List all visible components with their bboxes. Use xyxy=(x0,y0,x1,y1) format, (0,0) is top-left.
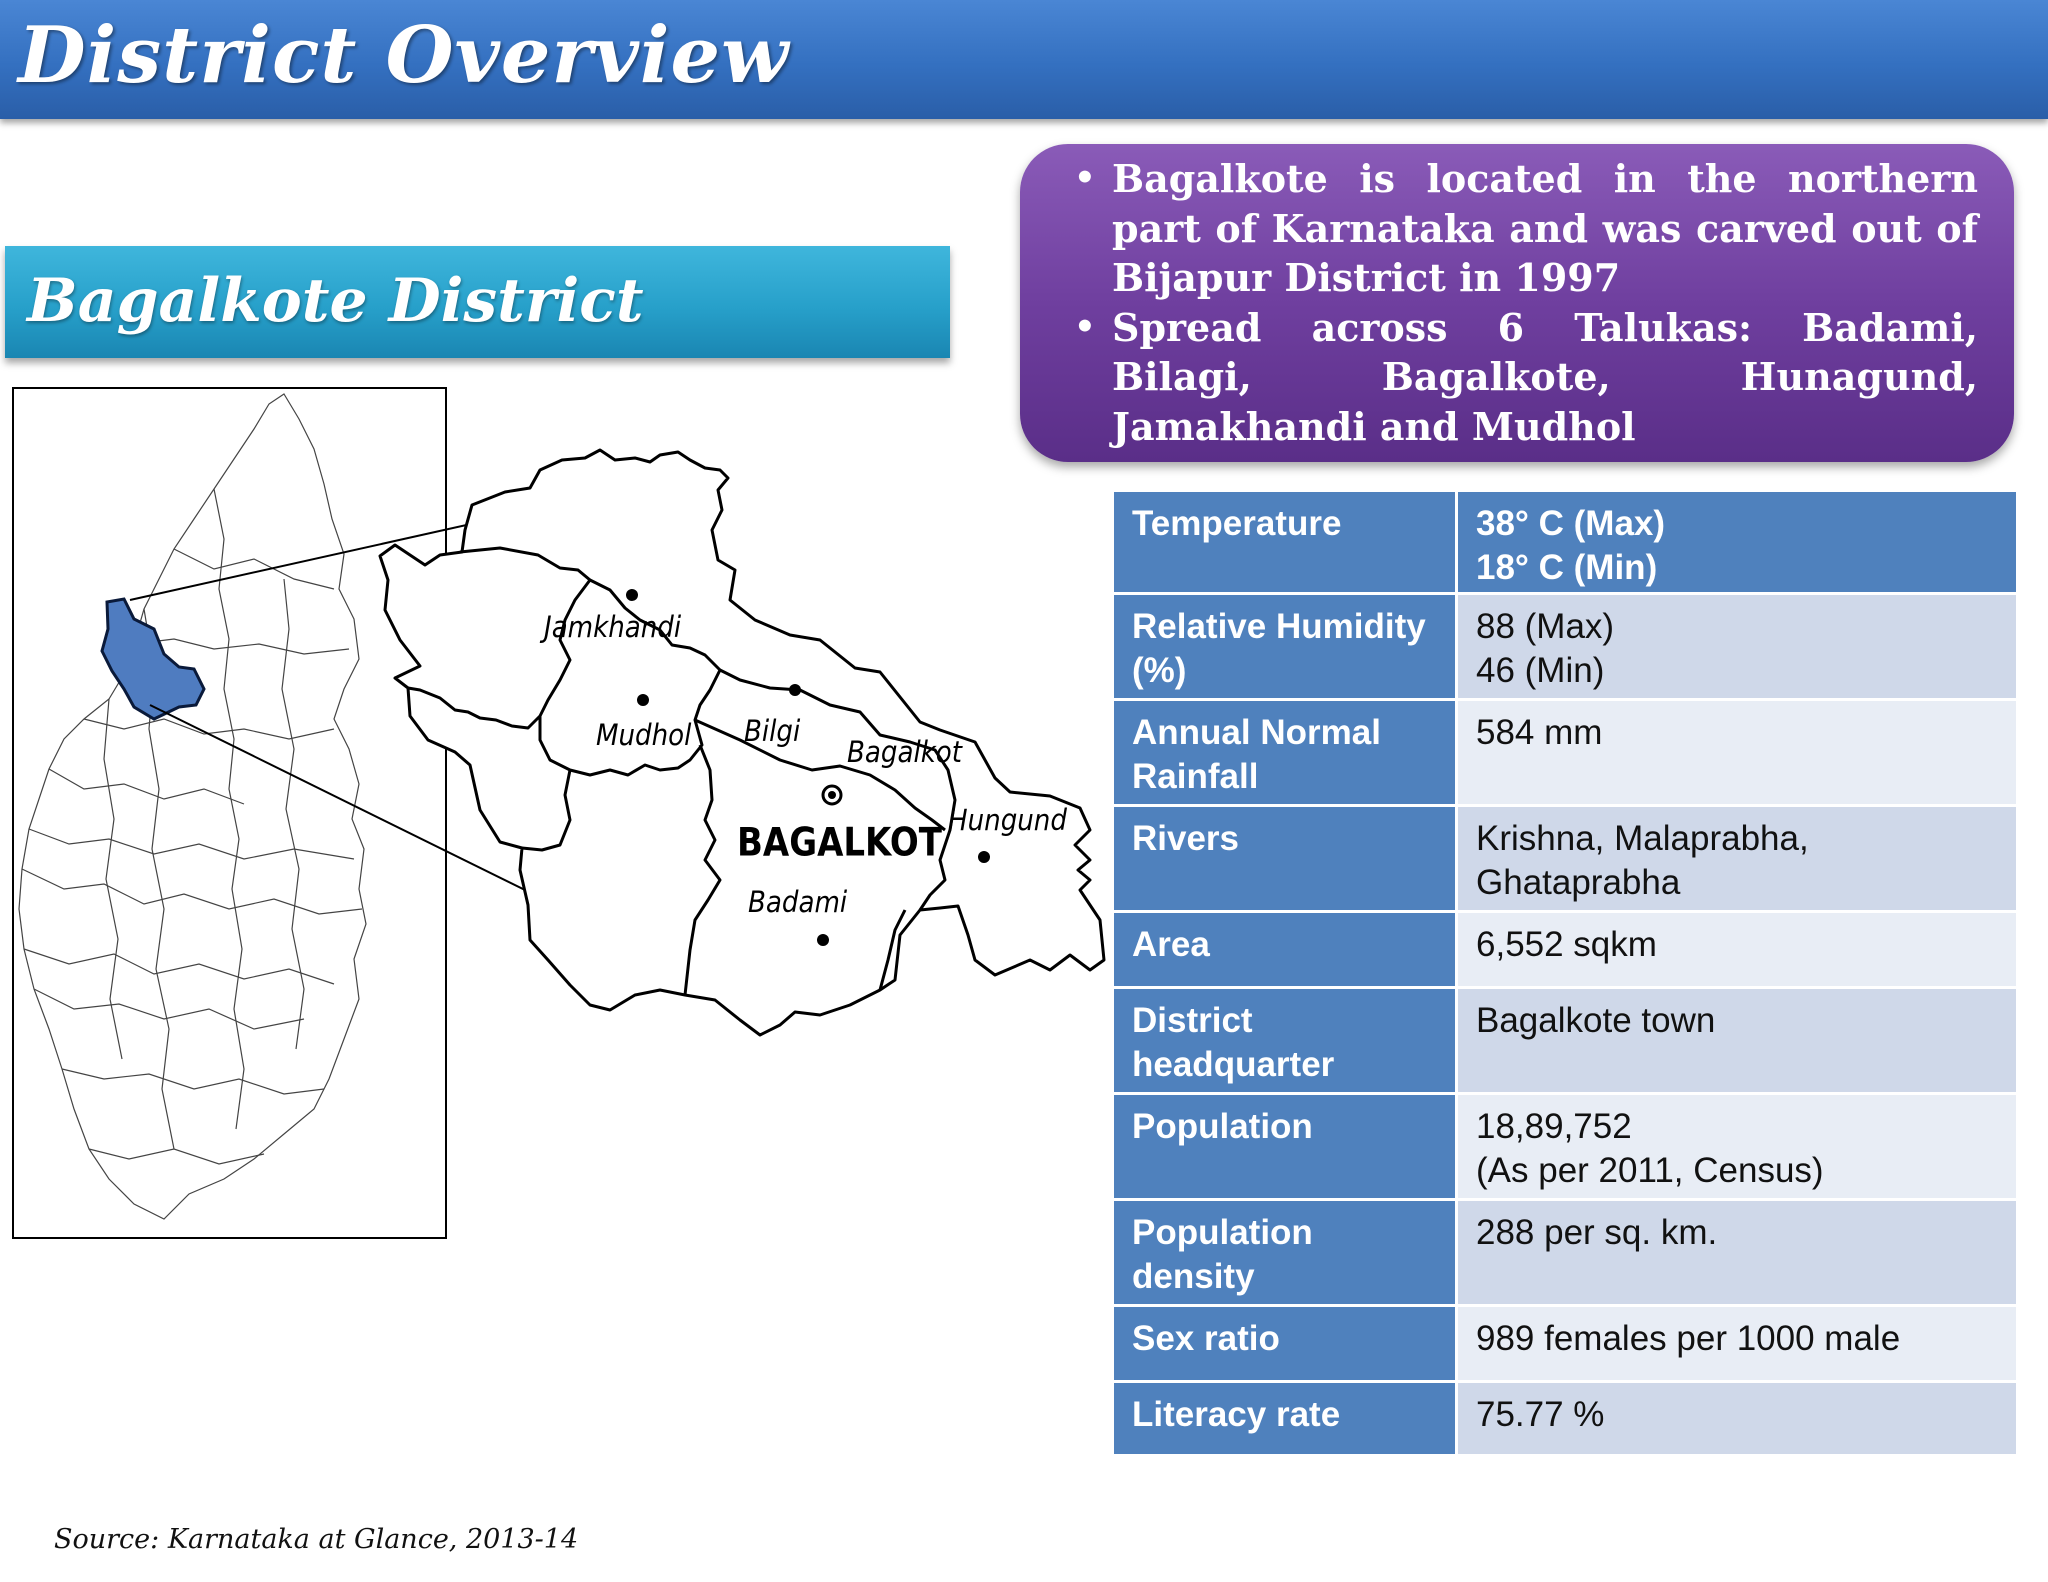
stat-label: Population xyxy=(1114,1095,1458,1201)
badami-dot xyxy=(817,934,829,946)
bagalkote-taluka-map xyxy=(0,0,1110,1040)
stat-label: Sex ratio xyxy=(1114,1307,1458,1383)
stat-value: Krishna, Malaprabha, Ghataprabha xyxy=(1458,807,2016,913)
page-title: District Overview xyxy=(18,10,790,101)
hungund-label: Hungund xyxy=(948,803,1067,837)
table-row xyxy=(1114,913,2016,989)
mudhol-dot xyxy=(637,694,649,706)
source-note: Source: Karnataka at Glance, 2013-14 xyxy=(54,1524,579,1555)
hq-dot xyxy=(828,791,836,799)
stat-value: Bagalkote town xyxy=(1458,989,2016,1095)
mudhol-label: Mudhol xyxy=(596,718,692,752)
bilgi-label: Bilgi xyxy=(744,714,801,748)
table-row xyxy=(1114,492,2016,595)
hungund-dot xyxy=(978,851,990,863)
stat-label: Rivers xyxy=(1114,807,1458,913)
stat-value: 288 per sq. km. xyxy=(1458,1201,2016,1307)
stat-value: 18,89,752 (As per 2011, Census) xyxy=(1458,1095,2016,1201)
table-row xyxy=(1114,1307,2016,1383)
table-row xyxy=(1114,989,2016,1095)
stat-value: 6,552 sqkm xyxy=(1458,913,2016,989)
stat-value: 989 females per 1000 male xyxy=(1458,1307,2016,1383)
info-bullet-1: • Bagalkote is located in the northern part of Karnataka and was carved out of Bijapur District in 1997 xyxy=(1058,154,1978,303)
jamkhandi-dot xyxy=(626,589,638,601)
info-bullet-2: • Spread across 6 Talukas: Badami, Bilagi, Bagalkote, Hunagund, Jamakhandi and Mudhol xyxy=(1058,303,1978,452)
info-bullet-list xyxy=(1058,154,1978,451)
district-title: Bagalkote District xyxy=(27,266,644,336)
stat-label: Population density xyxy=(1114,1201,1458,1307)
stat-value: 584 mm xyxy=(1458,701,2016,807)
bagalkot-label: Bagalkot xyxy=(847,735,962,769)
stat-value: 88 (Max) 46 (Min) xyxy=(1458,595,2016,701)
stat-label: Temperature xyxy=(1114,492,1458,595)
stat-label: District headquarter xyxy=(1114,989,1458,1095)
stat-label: Relative Humidity (%) xyxy=(1114,595,1458,701)
info-box xyxy=(1020,144,2014,462)
badami-label: Badami xyxy=(748,885,848,919)
table-row xyxy=(1114,807,2016,913)
table-row xyxy=(1114,1095,2016,1201)
table-row xyxy=(1114,1201,2016,1307)
bilgi-dot xyxy=(789,684,801,696)
jamkhandi-label: Jamkhandi xyxy=(544,610,682,644)
taluka-boundaries xyxy=(380,450,1104,1035)
hq-label: BAGALKOT xyxy=(737,819,942,866)
table-row xyxy=(1114,1383,2016,1457)
district-stats-table xyxy=(1114,492,2016,1457)
stat-value: 75.77 % xyxy=(1458,1383,2016,1457)
table-row xyxy=(1114,701,2016,807)
stat-label: Annual Normal Rainfall xyxy=(1114,701,1458,807)
table-row xyxy=(1114,595,2016,701)
stat-label: Literacy rate xyxy=(1114,1383,1458,1457)
stat-label: Area xyxy=(1114,913,1458,989)
stat-value: 38° C (Max) 18° C (Min) xyxy=(1458,492,2016,595)
